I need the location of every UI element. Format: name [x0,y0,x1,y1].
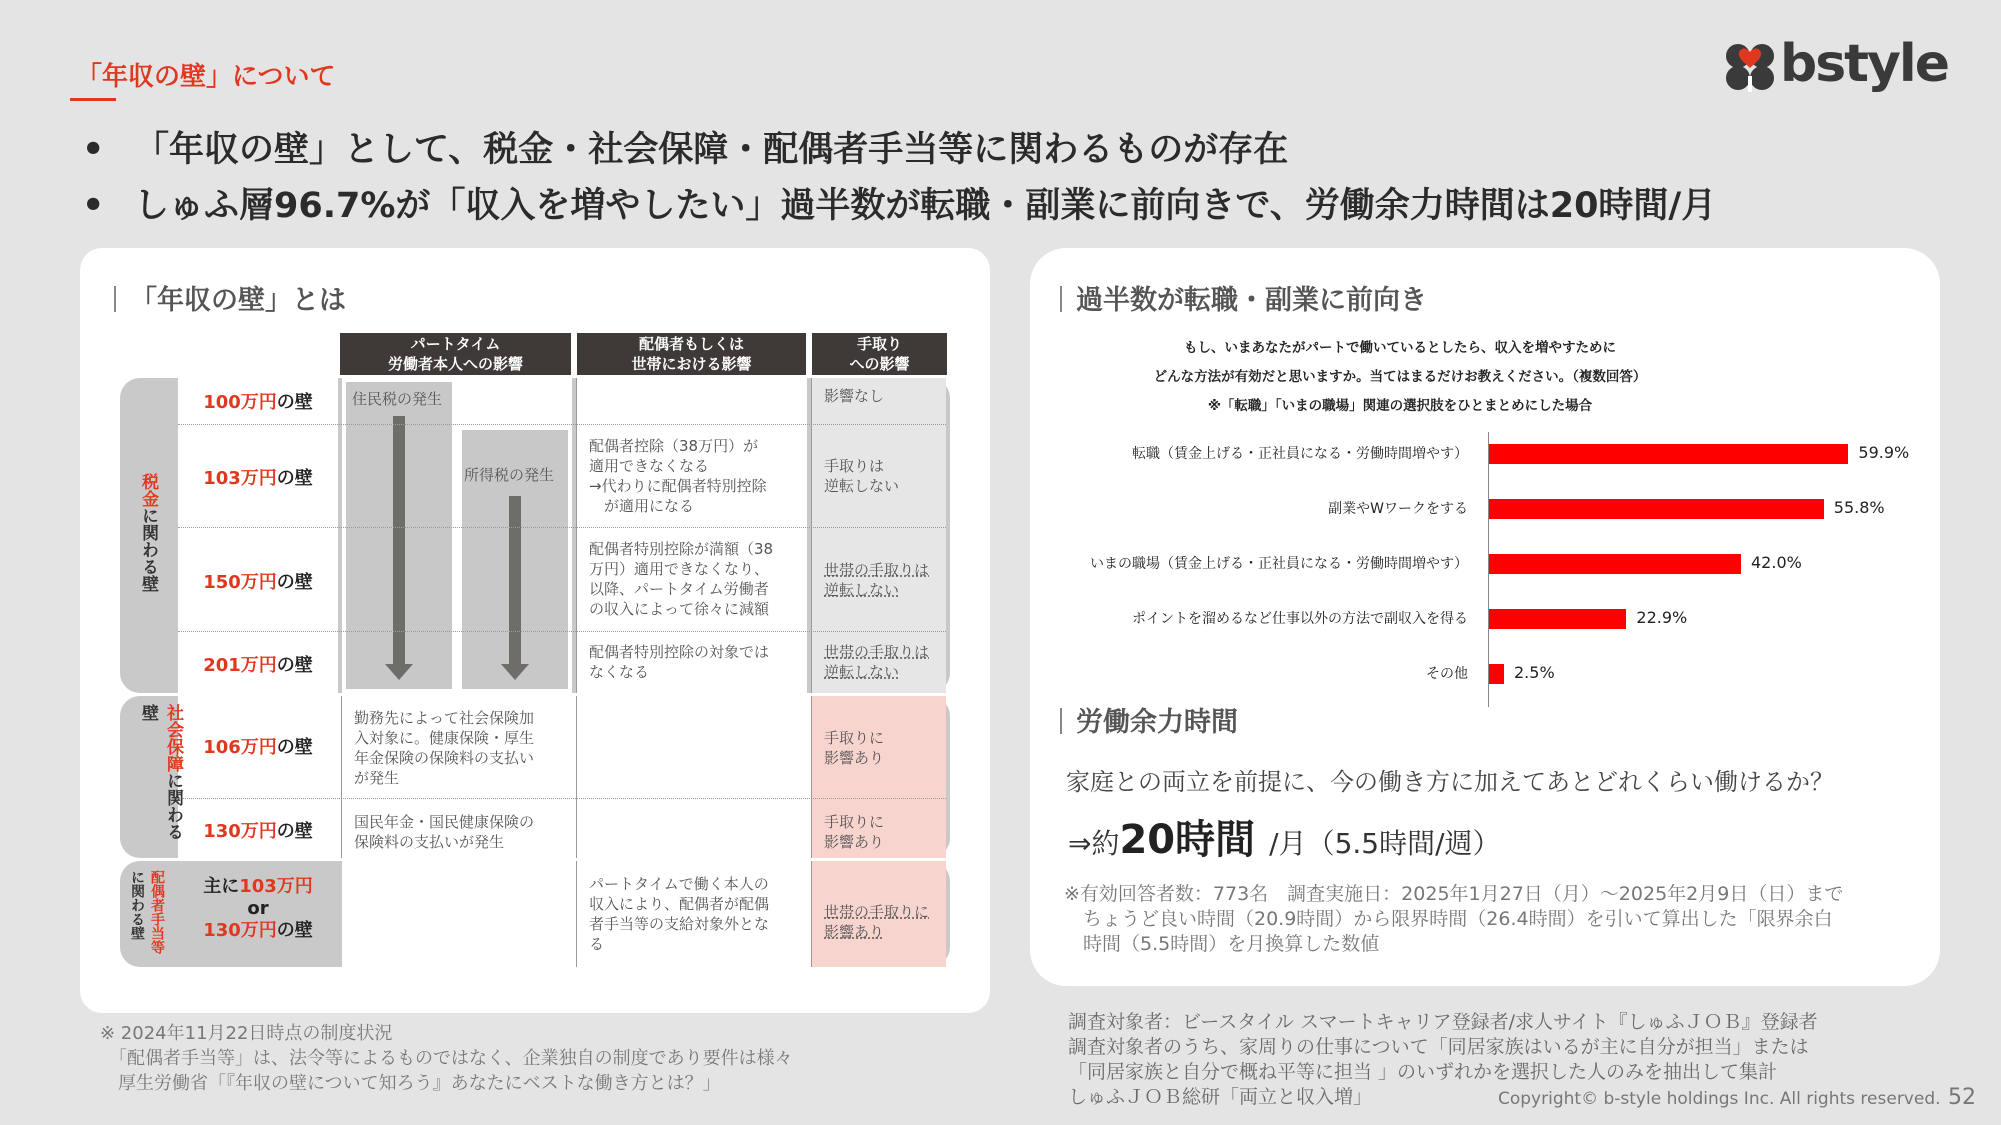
bullet-text: しゅふ層96.7%が「収入を増やしたい」過半数が転職・副業に前向きで、労働余力時間は20時間/月 [134,186,1717,226]
column-divider [576,378,577,693]
survey-line-1: 調査対象者：ビースタイル スマートキャリア登録者/求人サイト『しゅふＪＯＢ』登録者 [1068,1011,1818,1033]
note-line-2: ちょうど良い時間（20.9時間）から限界時間（26.4時間）を引いて算出した「限界余白 [1064,908,1833,930]
chart-bar [1489,444,1848,464]
wall-201-label: 201万円の壁 [203,655,313,676]
spare-time-answer: ⇒約20時間 /月（5.5時間/週） [1068,817,1501,863]
wall-106-label: 106万円の壁 [203,737,313,758]
bullet-line-2 [82,178,1716,228]
section-title-underline [70,98,116,101]
wall-103-label: 103万円の壁 [203,468,313,489]
bar-chart [1030,424,1940,944]
chart-bar [1489,499,1824,519]
wall-150-takehome: 世帯の手取りは 逆転しない [824,561,930,599]
survey-line-3: 「同居家族と自分で概ね平等に担当 」のいずれかを選択した人のみを抽出して集計 [1068,1061,1778,1083]
spouse-group-label [124,870,176,962]
resident-tax-arrow-shaft [393,416,405,666]
chart-category-label: ポイントを溜めるなど仕事以外の方法で副収入を得る [1132,611,1468,627]
tax-label-column [178,378,338,693]
down-arrow-icon [501,664,529,680]
wall-103-takehome: 手取りは 逆転しない [824,457,900,495]
survey-question-line-3: ※「転職」「いまの職場」関連の選択肢をひとまとめにした場合 [1207,398,1593,414]
wall-130-label: 130万円の壁 [203,821,313,842]
logo-text: bstyle [1780,34,1949,94]
footnote-2: 「配偶者手当等」は、法令等によるものではなく、企業独自の制度であり要件は様々 [100,1048,793,1069]
column-header-self: パートタイム 労働者本人への影響 [340,333,571,375]
column-divider [811,378,812,693]
panel-heading-job-change: 過半数が転職・副業に前向き [1060,278,1427,317]
wall-spouse-spouse: パートタイムで働く本人の 収入により、配偶者が配偶 者手当等の支給対象外とな る [589,875,770,953]
chart-value-label: 59.9% [1858,443,1910,462]
row-divider [178,798,946,799]
bstyle-logo [1722,34,1949,98]
wall-106-takehome: 手取りに 影響あり [824,729,885,767]
wall-103-spouse: 配偶者控除（38万円）が 適用できなくなる →代わりに配偶者特別控除 が適用になる [589,437,767,515]
column-header-takehome: 手取り への影響 [812,333,947,375]
tax-group-label: 税金に関わる壁 [138,473,158,592]
wall-explanation-panel [80,248,990,1013]
note-line-1: ※有効回答者数：773名 調査実施日：2025年1月27日（月）～2025年2月9日（日）まで [1064,883,1844,905]
wall-spouse-label: 主に103万円 or 130万円の壁 [203,876,313,941]
wall-201-takehome: 世帯の手取りは 逆転しない [824,643,930,681]
wall-106-self: 勤務先によって社会保険加 入対象に。健康保険・厚生 年金保険の保険料の支払い が発生 [354,709,535,787]
column-divider [811,696,812,858]
social-group-label: 社会保障に関わる壁 [138,704,183,840]
survey-line-4: しゅふＪＯＢ総研「両立と収入増」 [1068,1086,1373,1108]
wall-spouse-takehome: 世帯の手取りに 影響あり [824,903,930,941]
resident-tax-label: 住民税の発生 [352,390,443,408]
survey-line-2: 調査対象者のうち、家周りの仕事について「同居家族はいるが主に自分が担当」または [1068,1036,1809,1058]
bullet-dot: • [82,186,105,226]
chart-bar [1489,554,1741,574]
wall-100-label: 100万円の壁 [203,392,313,413]
note-line-3: 時間（5.5時間）を月換算した数値 [1064,933,1380,955]
chart-bar [1489,664,1504,684]
bullet-line-1 [82,122,1288,172]
wall-201-spouse: 配偶者特別控除の対象では なくなる [589,643,770,681]
survey-question-line-2: どんな方法が有効だと思いますか。当てはまるだけお教えください。（複数回答） [1153,369,1647,385]
wall-130-self: 国民年金・国民健康保険の 保険料の支払いが発生 [354,813,535,851]
chart-bar [1489,609,1626,629]
down-arrow-icon [385,664,413,680]
column-divider [811,861,812,967]
income-tax-arrow-shaft [509,496,521,666]
spouse-group-label-dark: に関わる壁 [129,870,145,940]
chart-value-label: 22.9% [1636,608,1688,627]
chart-category-label: 副業やWワークをする [1328,501,1468,517]
survey-question-line-1: もし、いまあなたがパートで働いているとしたら、収入を増やすために [1184,340,1616,356]
income-tax-label: 所得税の発生 [464,466,555,484]
chart-value-label: 55.8% [1833,498,1885,517]
column-divider [576,696,577,858]
chart-category-label: 転職（賃金上げる・正社員になる・労働時間増やす） [1132,446,1468,462]
chart-category-label: その他 [1426,666,1468,682]
column-divider [341,696,342,858]
panel-heading-spare-time: 労働余力時間 [1060,700,1238,739]
wall-150-label: 150万円の壁 [203,572,313,593]
chart-value-label: 42.0% [1751,553,1802,572]
chart-value-label: 2.5% [1514,663,1555,682]
panel-heading: 「年収の壁」とは [114,278,346,317]
chart-category-label: いまの職場（賃金上げる・正社員になる・労働時間増やす） [1090,556,1468,572]
footnote-3: 厚生労働省「『年収の壁について知ろう』あなたにベストな働き方とは？」 [100,1073,721,1094]
spare-time-question: 家庭との両立を前提に、今の働き方に加えてあとどれくらい働けるか？ [1066,768,1834,796]
wall-100-takehome: 影響なし [824,387,885,405]
page-number: 52 [1948,1085,1976,1110]
column-header-spouse: 配偶者もしくは 世帯における影響 [577,333,806,375]
wall-150-spouse: 配偶者特別控除が満額（38 万円）適用できなくなり、 以降、パートタイム労働者 の収入によって徐々に減額 [589,540,774,618]
footnote-1: ※ 2024年11月22日時点の制度状況 [100,1023,393,1044]
survey-panel [1030,248,1940,986]
clover-heart-logo-icon [1722,40,1778,94]
column-divider [576,861,577,967]
section-title: 「年収の壁」について [76,62,336,92]
row-divider [178,424,946,425]
bullet-dot: • [82,130,105,170]
bullet-text: 「年収の壁」として、税金・社会保障・配偶者手当等に関わるものが存在 [134,130,1289,170]
wall-130-takehome: 手取りに 影響あり [824,813,885,851]
spouse-group-label-red: 配偶者手当等 [149,870,165,954]
row-divider [178,631,946,632]
copyright: Copyright© b-style holdings Inc. All rights reserved. [1498,1089,1941,1109]
row-divider [178,527,946,528]
